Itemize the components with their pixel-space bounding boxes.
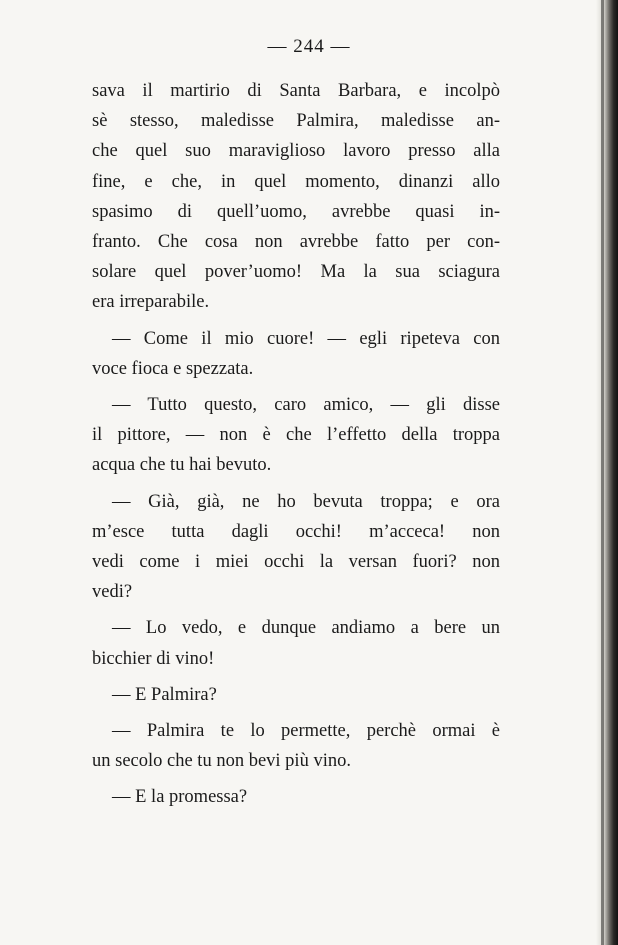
- text-line: spasimo di quell’uomo, avrebbe quasi in-: [92, 201, 500, 222]
- paragraph: [92, 680, 500, 710]
- text-line: — Tutto questo, caro amico, — gli disse: [112, 395, 500, 416]
- text-line: — E Palmira?: [112, 684, 217, 705]
- text-line: sè stesso, maledisse Palmira, maledisse an-: [92, 111, 500, 132]
- text-line: — Come il mio cuore! — egli ripeteva con: [112, 328, 500, 349]
- text-line: fine, e che, in quel momento, dinanzi allo: [92, 171, 500, 192]
- page-number: — 244 —: [267, 36, 351, 57]
- text-line: che quel suo maraviglioso lavoro presso alla: [92, 141, 500, 162]
- text-line: — E la promessa?: [112, 787, 248, 808]
- text-line: franto. Che cosa non avrebbe fatto per con-: [92, 232, 500, 253]
- text-line: vedi come i miei occhi la versan fuori? non: [92, 552, 500, 573]
- paragraph: [92, 613, 500, 673]
- text-line: era irreparabile.: [92, 292, 210, 313]
- paragraph: [92, 487, 500, 608]
- paragraph: [92, 324, 500, 384]
- text-line: un secolo che tu non bevi più vino.: [92, 751, 351, 772]
- text-line: — Già, già, ne ho bevuta troppa; e ora: [112, 491, 500, 512]
- page-edge-shadow: [596, 0, 618, 945]
- paragraph: [92, 390, 500, 481]
- paragraph: [92, 76, 500, 318]
- text-line: — Lo vedo, e dunque andiamo a bere un: [112, 618, 500, 639]
- text-line: m’esce tutta dagli occhi! m’acceca! non: [92, 521, 500, 542]
- paragraph: [92, 716, 500, 776]
- body-text: [92, 76, 500, 813]
- text-line: acqua che tu hai bevuto.: [92, 455, 272, 476]
- text-line: voce fioca e spezzata.: [92, 358, 254, 379]
- text-line: bicchier di vino!: [92, 648, 215, 669]
- text-line: vedi?: [92, 582, 133, 603]
- page-edge-line: [601, 0, 604, 945]
- text-line: solare quel pover’uomo! Ma la sua sciagura: [92, 262, 500, 283]
- text-line: il pittore, — non è che l’effetto della troppa: [92, 425, 500, 446]
- text-line: sava il martirio di Santa Barbara, e incolpò: [92, 81, 500, 101]
- paragraph: [92, 782, 500, 812]
- text-line: — Palmira te lo permette, perchè ormai è: [112, 721, 500, 742]
